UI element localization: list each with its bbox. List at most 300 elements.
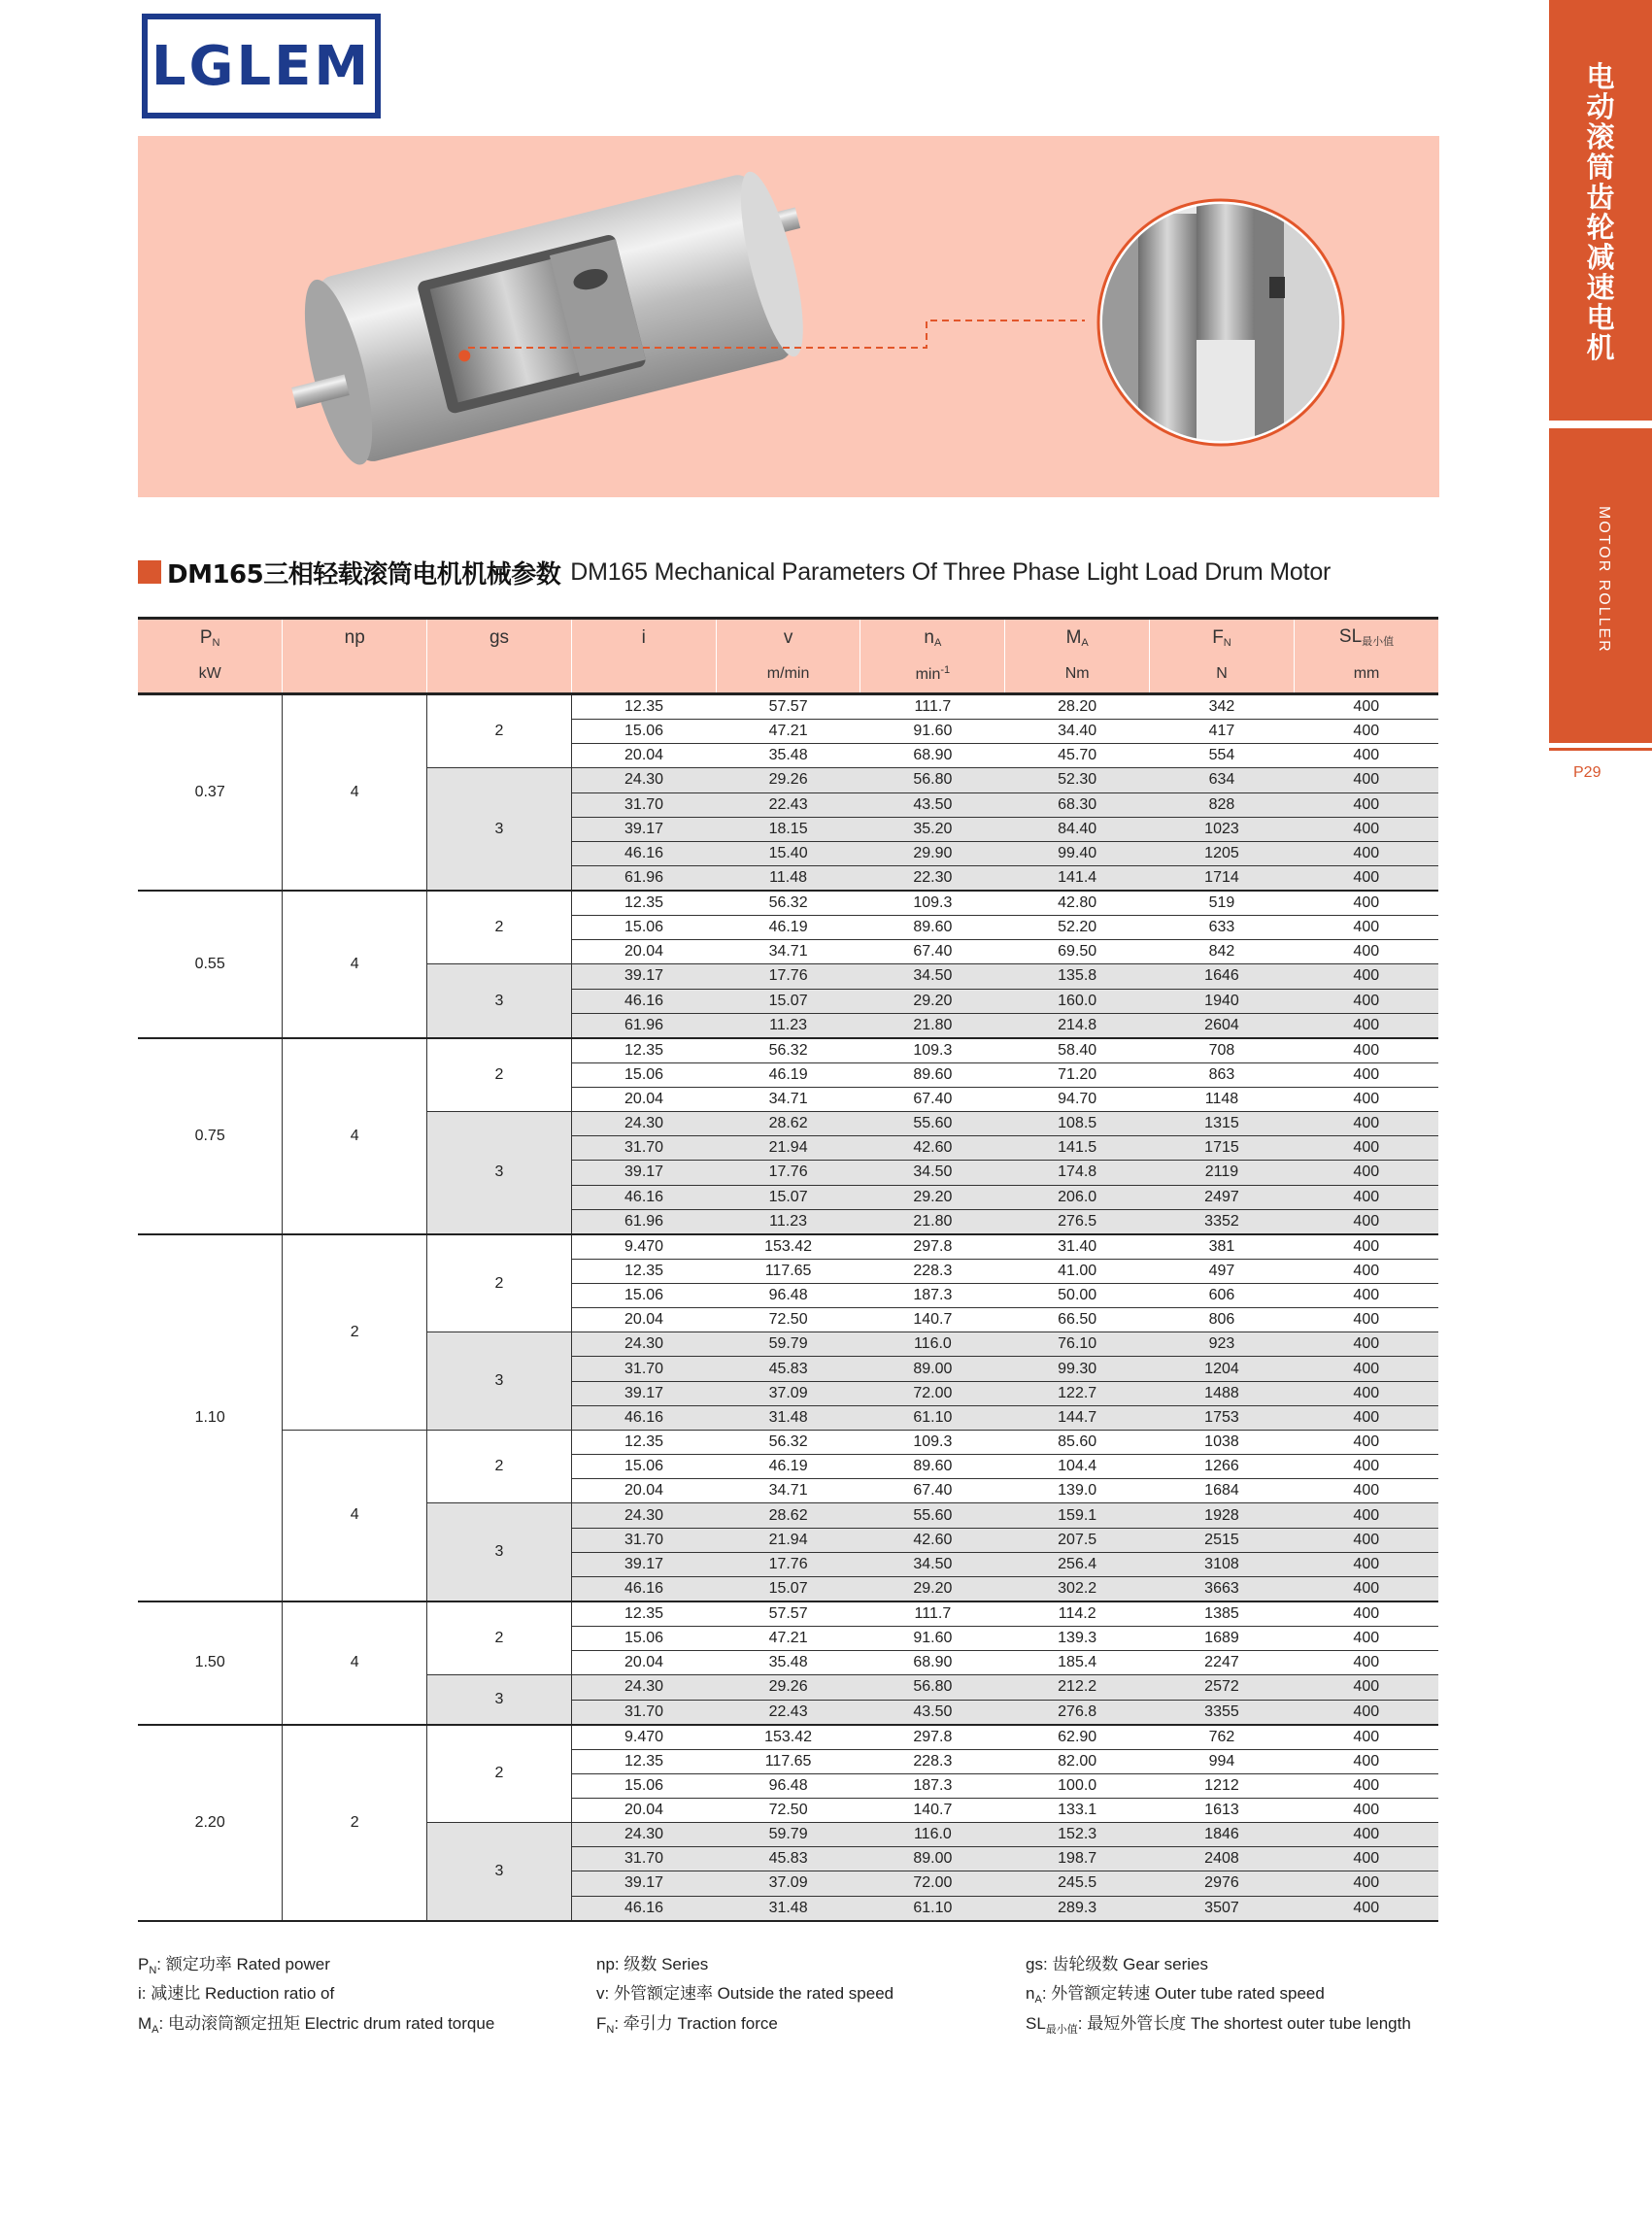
cell-value: 117.65 (716, 1749, 860, 1773)
table-row (138, 694, 1438, 720)
cell-value: 28.20 (1005, 694, 1150, 720)
legend-item: $n_A$: 外管额定转速 Outer tube rated speed (1026, 1984, 1325, 2006)
cell-value: 117.65 (716, 1259, 860, 1283)
cell-value: 31.70 (571, 1700, 716, 1725)
cell-value: 381 (1150, 1234, 1295, 1260)
cell-value: 91.60 (860, 720, 1005, 744)
cell-value: 20.04 (571, 744, 716, 768)
cell-value: 2497 (1150, 1185, 1295, 1209)
cell-value: 41.00 (1005, 1259, 1150, 1283)
cell-value: 15.06 (571, 1062, 716, 1087)
col-header-7: $F_N$ (1150, 619, 1295, 657)
cell-gs: 2 (427, 1601, 572, 1675)
col-header-0: $P_N$ (138, 619, 283, 657)
product-hero-image (138, 136, 1439, 497)
cell-value: 56.80 (860, 768, 1005, 792)
legend-item: i: 减速比 Reduction ratio of (138, 1984, 335, 2003)
cell-value: 55.60 (860, 1112, 1005, 1136)
cell-value: 256.4 (1005, 1552, 1150, 1576)
cell-value: 228.3 (860, 1749, 1005, 1773)
cell-value: 61.10 (860, 1405, 1005, 1430)
cell-value: 400 (1294, 1112, 1438, 1136)
cell-value: 61.96 (571, 1013, 716, 1038)
cell-value: 71.20 (1005, 1062, 1150, 1087)
side-tab-gap (1549, 421, 1652, 428)
cell-value: 57.57 (716, 1601, 860, 1627)
cell-value: 497 (1150, 1259, 1295, 1283)
col-header-8: $SL_{最小值}$ (1294, 619, 1438, 657)
cell-value: 15.07 (716, 1185, 860, 1209)
cell-value: 24.30 (571, 1823, 716, 1847)
cell-pn: 2.20 (138, 1725, 283, 1921)
cell-value: 39.17 (571, 964, 716, 989)
cell-value: 31.70 (571, 1136, 716, 1161)
cell-value: 96.48 (716, 1773, 860, 1798)
cell-value: 1385 (1150, 1601, 1295, 1627)
cell-value: 20.04 (571, 940, 716, 964)
cell-value: 46.16 (571, 1576, 716, 1601)
cell-gs: 3 (427, 964, 572, 1038)
cell-value: 1315 (1150, 1112, 1295, 1136)
cell-value: 99.30 (1005, 1357, 1150, 1381)
cell-value: 89.60 (860, 916, 1005, 940)
table-row (138, 1038, 1438, 1063)
cell-value: 43.50 (860, 1700, 1005, 1725)
cell-value: 39.17 (571, 1161, 716, 1185)
cell-value: 29.26 (716, 768, 860, 792)
cell-value: 52.30 (1005, 768, 1150, 792)
cell-value: 140.7 (860, 1798, 1005, 1822)
cell-value: 245.5 (1005, 1871, 1150, 1896)
cell-value: 11.23 (716, 1013, 860, 1038)
cell-value: 56.32 (716, 891, 860, 916)
cell-value: 206.0 (1005, 1185, 1150, 1209)
cell-value: 17.76 (716, 964, 860, 989)
cell-np: 2 (283, 1725, 427, 1921)
cell-value: 56.32 (716, 1038, 860, 1063)
cell-value: 3108 (1150, 1552, 1295, 1576)
cell-value: 400 (1294, 792, 1438, 817)
cell-value: 29.26 (716, 1675, 860, 1700)
cell-value: 400 (1294, 940, 1438, 964)
cell-value: 31.48 (716, 1896, 860, 1921)
cell-value: 29.20 (860, 1185, 1005, 1209)
cell-value: 82.00 (1005, 1749, 1150, 1773)
cell-value: 342 (1150, 694, 1295, 720)
cell-value: 1613 (1150, 1798, 1295, 1822)
cell-value: 276.8 (1005, 1700, 1150, 1725)
cell-value: 20.04 (571, 1087, 716, 1111)
cell-value: 994 (1150, 1749, 1295, 1773)
cell-value: 108.5 (1005, 1112, 1150, 1136)
cell-value: 89.00 (860, 1357, 1005, 1381)
cell-value: 400 (1294, 1871, 1438, 1896)
cell-value: 400 (1294, 1528, 1438, 1552)
legend-item: v: 外管额定速率 Outside the rated speed (596, 1984, 894, 2003)
cell-value: 24.30 (571, 1503, 716, 1528)
col-header-3: i (571, 619, 716, 657)
cell-value: 400 (1294, 1136, 1438, 1161)
cell-gs: 3 (427, 1503, 572, 1601)
cell-value: 400 (1294, 1651, 1438, 1675)
cell-value: 24.30 (571, 1675, 716, 1700)
cell-value: 1266 (1150, 1455, 1295, 1479)
cell-gs: 2 (427, 1038, 572, 1112)
cell-value: 400 (1294, 1405, 1438, 1430)
cell-value: 174.8 (1005, 1161, 1150, 1185)
cell-value: 17.76 (716, 1161, 860, 1185)
cell-value: 1715 (1150, 1136, 1295, 1161)
legend-item: $P_N$: 额定功率 Rated power (138, 1955, 330, 1976)
cell-value: 139.3 (1005, 1626, 1150, 1650)
cell-np: 4 (283, 1038, 427, 1234)
cell-value: 400 (1294, 1773, 1438, 1798)
cell-value: 1753 (1150, 1405, 1295, 1430)
cell-value: 56.80 (860, 1675, 1005, 1700)
cell-value: 111.7 (860, 694, 1005, 720)
cell-value: 47.21 (716, 720, 860, 744)
cell-np: 2 (283, 1234, 427, 1431)
cell-value: 2408 (1150, 1847, 1295, 1871)
col-unit-4: m/min (716, 657, 860, 694)
cell-value: 34.50 (860, 964, 1005, 989)
cell-value: 11.48 (716, 866, 860, 892)
cell-value: 633 (1150, 916, 1295, 940)
cell-np: 4 (283, 891, 427, 1038)
cell-gs: 2 (427, 1725, 572, 1823)
table-row (138, 891, 1438, 916)
cell-value: 297.8 (860, 1725, 1005, 1750)
cell-value: 114.2 (1005, 1601, 1150, 1627)
cell-value: 62.90 (1005, 1725, 1150, 1750)
cell-value: 22.43 (716, 1700, 860, 1725)
title-en: DM165 Mechanical Parameters Of Three Phase Light Load Drum Motor (570, 557, 1332, 586)
cell-value: 37.09 (716, 1871, 860, 1896)
cell-value: 61.96 (571, 1209, 716, 1234)
cell-value: 29.20 (860, 989, 1005, 1013)
cell-value: 67.40 (860, 940, 1005, 964)
cell-value: 21.94 (716, 1528, 860, 1552)
cell-value: 17.76 (716, 1552, 860, 1576)
cell-value: 68.90 (860, 1651, 1005, 1675)
table-row (138, 1601, 1438, 1627)
cell-value: 58.40 (1005, 1038, 1150, 1063)
cell-gs: 3 (427, 1332, 572, 1431)
cell-value: 302.2 (1005, 1576, 1150, 1601)
cell-value: 400 (1294, 1455, 1438, 1479)
cell-value: 15.07 (716, 1576, 860, 1601)
cell-value: 400 (1294, 891, 1438, 916)
cell-value: 159.1 (1005, 1503, 1150, 1528)
cell-value: 72.50 (716, 1308, 860, 1332)
cell-value: 3352 (1150, 1209, 1295, 1234)
cell-value: 99.40 (1005, 841, 1150, 865)
cell-value: 12.35 (571, 1749, 716, 1773)
cell-value: 1689 (1150, 1626, 1295, 1650)
cell-value: 84.40 (1005, 817, 1150, 841)
cell-value: 34.50 (860, 1552, 1005, 1576)
cell-value: 400 (1294, 817, 1438, 841)
cell-value: 207.5 (1005, 1528, 1150, 1552)
cell-value: 152.3 (1005, 1823, 1150, 1847)
cell-value: 24.30 (571, 768, 716, 792)
cell-value: 46.16 (571, 1185, 716, 1209)
cell-value: 519 (1150, 891, 1295, 916)
cell-value: 141.4 (1005, 866, 1150, 892)
legend-item: $F_N$: 牵引力 Traction force (596, 2014, 778, 2036)
cell-value: 24.30 (571, 1332, 716, 1357)
cell-value: 400 (1294, 1601, 1438, 1627)
cell-value: 400 (1294, 1234, 1438, 1260)
cell-value: 214.8 (1005, 1013, 1150, 1038)
cell-value: 15.06 (571, 1455, 716, 1479)
cell-value: 1148 (1150, 1087, 1295, 1111)
cell-value: 22.30 (860, 866, 1005, 892)
cell-value: 806 (1150, 1308, 1295, 1332)
cell-value: 45.70 (1005, 744, 1150, 768)
cell-value: 400 (1294, 916, 1438, 940)
drum-motor-illustration (138, 136, 1439, 497)
cell-value: 400 (1294, 989, 1438, 1013)
cell-value: 141.5 (1005, 1136, 1150, 1161)
cell-value: 89.60 (860, 1455, 1005, 1479)
cell-value: 187.3 (860, 1773, 1005, 1798)
cell-gs: 3 (427, 1675, 572, 1725)
cell-value: 153.42 (716, 1725, 860, 1750)
col-header-5: $n_A$ (860, 619, 1005, 657)
side-tab-chinese (1549, 0, 1652, 421)
cell-value: 20.04 (571, 1798, 716, 1822)
cell-value: 289.3 (1005, 1896, 1150, 1921)
cell-value: 116.0 (860, 1823, 1005, 1847)
cell-value: 12.35 (571, 1038, 716, 1063)
side-tab-cn-label: 电 动 滚 筒 齿 轮 减 速 电 机 (1586, 60, 1615, 364)
cell-value: 28.62 (716, 1503, 860, 1528)
cell-gs: 2 (427, 1430, 572, 1503)
legend-item: $M_A$: 电动滚筒额定扭矩 Electric drum rated torque (138, 2014, 495, 2036)
cell-value: 94.70 (1005, 1087, 1150, 1111)
cell-value: 31.40 (1005, 1234, 1150, 1260)
cell-value: 12.35 (571, 1601, 716, 1627)
cell-np: 4 (283, 1430, 427, 1601)
cell-value: 35.48 (716, 744, 860, 768)
cell-value: 400 (1294, 1503, 1438, 1528)
page-number: P29 (1573, 764, 1601, 781)
cell-value: 185.4 (1005, 1651, 1150, 1675)
cell-value: 400 (1294, 1209, 1438, 1234)
cell-value: 400 (1294, 866, 1438, 892)
cell-value: 85.60 (1005, 1430, 1150, 1454)
col-unit-2 (427, 657, 572, 694)
cell-value: 109.3 (860, 1038, 1005, 1063)
cell-value: 400 (1294, 841, 1438, 865)
cell-value: 400 (1294, 1283, 1438, 1307)
cell-value: 863 (1150, 1062, 1295, 1087)
cell-value: 153.42 (716, 1234, 860, 1260)
cell-value: 1940 (1150, 989, 1295, 1013)
cell-value: 1212 (1150, 1773, 1295, 1798)
cell-value: 400 (1294, 1896, 1438, 1921)
cell-value: 3663 (1150, 1576, 1295, 1601)
cell-value: 55.60 (860, 1503, 1005, 1528)
cell-value: 417 (1150, 720, 1295, 744)
cell-value: 42.60 (860, 1528, 1005, 1552)
cell-value: 400 (1294, 1308, 1438, 1332)
cell-value: 2572 (1150, 1675, 1295, 1700)
cell-value: 39.17 (571, 1381, 716, 1405)
cell-value: 400 (1294, 1725, 1438, 1750)
cell-value: 46.16 (571, 1896, 716, 1921)
cell-value: 67.40 (860, 1087, 1005, 1111)
cell-value: 1488 (1150, 1381, 1295, 1405)
cell-value: 21.94 (716, 1136, 860, 1161)
cell-value: 400 (1294, 744, 1438, 768)
cell-value: 46.19 (716, 916, 860, 940)
cell-value: 47.21 (716, 1626, 860, 1650)
cell-value: 297.8 (860, 1234, 1005, 1260)
cell-value: 21.80 (860, 1209, 1005, 1234)
cell-value: 708 (1150, 1038, 1295, 1063)
cell-value: 400 (1294, 1823, 1438, 1847)
cell-value: 89.60 (860, 1062, 1005, 1087)
cell-value: 111.7 (860, 1601, 1005, 1627)
cell-value: 12.35 (571, 1259, 716, 1283)
cell-value: 34.71 (716, 940, 860, 964)
cell-value: 400 (1294, 720, 1438, 744)
cell-value: 29.20 (860, 1576, 1005, 1601)
cell-value: 12.35 (571, 694, 716, 720)
cell-value: 2515 (1150, 1528, 1295, 1552)
cell-pn: 0.55 (138, 891, 283, 1038)
cell-value: 31.70 (571, 1357, 716, 1381)
cell-value: 50.00 (1005, 1283, 1150, 1307)
legend-item: $SL_{最小值}$: 最短外管长度 The shortest outer tube length (1026, 2014, 1411, 2036)
cell-value: 1684 (1150, 1479, 1295, 1503)
cell-value: 21.80 (860, 1013, 1005, 1038)
cell-value: 68.90 (860, 744, 1005, 768)
cell-value: 46.16 (571, 989, 716, 1013)
cell-value: 57.57 (716, 694, 860, 720)
cell-value: 76.10 (1005, 1332, 1150, 1357)
cell-pn: 0.75 (138, 1038, 283, 1234)
cell-value: 43.50 (860, 792, 1005, 817)
cell-value: 59.79 (716, 1332, 860, 1357)
cell-gs: 2 (427, 1234, 572, 1332)
side-divider (1549, 748, 1652, 751)
title-marker (138, 560, 161, 584)
cell-gs: 2 (427, 694, 572, 768)
cell-value: 212.2 (1005, 1675, 1150, 1700)
cell-value: 842 (1150, 940, 1295, 964)
brand-logo-text: LGLEM (151, 34, 372, 98)
cell-value: 45.83 (716, 1357, 860, 1381)
cell-value: 400 (1294, 1847, 1438, 1871)
cell-value: 31.70 (571, 1847, 716, 1871)
cell-value: 31.48 (716, 1405, 860, 1430)
cell-gs: 3 (427, 768, 572, 891)
cell-value: 68.30 (1005, 792, 1150, 817)
cell-value: 12.35 (571, 891, 716, 916)
cell-value: 400 (1294, 1675, 1438, 1700)
cell-value: 18.15 (716, 817, 860, 841)
cell-value: 29.90 (860, 841, 1005, 865)
table-row (138, 1430, 1438, 1454)
cell-value: 109.3 (860, 1430, 1005, 1454)
cell-value: 139.0 (1005, 1479, 1150, 1503)
cell-gs: 2 (427, 891, 572, 964)
cell-value: 400 (1294, 1038, 1438, 1063)
cell-value: 96.48 (716, 1283, 860, 1307)
cell-value: 400 (1294, 1576, 1438, 1601)
brand-logo (142, 14, 381, 118)
cell-value: 109.3 (860, 891, 1005, 916)
cell-value: 61.96 (571, 866, 716, 892)
cell-value: 135.8 (1005, 964, 1150, 989)
cell-value: 39.17 (571, 1552, 716, 1576)
cell-value: 39.17 (571, 1871, 716, 1896)
cell-value: 400 (1294, 1259, 1438, 1283)
cell-value: 24.30 (571, 1112, 716, 1136)
cell-value: 104.4 (1005, 1455, 1150, 1479)
cell-value: 35.20 (860, 817, 1005, 841)
cell-value: 61.10 (860, 1896, 1005, 1921)
cell-value: 400 (1294, 1626, 1438, 1650)
cell-value: 72.50 (716, 1798, 860, 1822)
cell-value: 400 (1294, 1185, 1438, 1209)
cell-value: 20.04 (571, 1651, 716, 1675)
cell-value: 276.5 (1005, 1209, 1150, 1234)
mechanical-parameters-table (138, 617, 1438, 1922)
cell-value: 15.06 (571, 720, 716, 744)
cell-value: 1204 (1150, 1357, 1295, 1381)
cell-value: 400 (1294, 1161, 1438, 1185)
cell-value: 3507 (1150, 1896, 1295, 1921)
cell-value: 400 (1294, 1062, 1438, 1087)
cell-value: 2976 (1150, 1871, 1295, 1896)
cell-value: 400 (1294, 964, 1438, 989)
side-tab-en-label: MOTOR ROLLER (1596, 506, 1612, 654)
cell-value: 133.1 (1005, 1798, 1150, 1822)
cell-value: 56.32 (716, 1430, 860, 1454)
cell-value: 15.07 (716, 989, 860, 1013)
cell-value: 400 (1294, 768, 1438, 792)
cell-pn: 1.50 (138, 1601, 283, 1725)
cell-value: 9.470 (571, 1725, 716, 1750)
cell-np: 4 (283, 694, 427, 892)
cell-value: 228.3 (860, 1259, 1005, 1283)
cell-value: 828 (1150, 792, 1295, 817)
cell-value: 34.71 (716, 1479, 860, 1503)
col-unit-5: $\min^{-1}$ (860, 657, 1005, 694)
cell-value: 31.70 (571, 1528, 716, 1552)
side-tab-english (1549, 428, 1652, 743)
cell-gs: 3 (427, 1823, 572, 1921)
col-header-6: $M_A$ (1005, 619, 1150, 657)
cell-value: 15.06 (571, 1773, 716, 1798)
cell-value: 400 (1294, 1430, 1438, 1454)
col-header-1: np (283, 619, 427, 657)
cell-value: 22.43 (716, 792, 860, 817)
col-unit-1 (283, 657, 427, 694)
cell-value: 35.48 (716, 1651, 860, 1675)
cell-value: 400 (1294, 1013, 1438, 1038)
cell-value: 140.7 (860, 1308, 1005, 1332)
cell-value: 89.00 (860, 1847, 1005, 1871)
cell-value: 116.0 (860, 1332, 1005, 1357)
cell-value: 2247 (1150, 1651, 1295, 1675)
cell-value: 2119 (1150, 1161, 1295, 1185)
cell-value: 634 (1150, 768, 1295, 792)
